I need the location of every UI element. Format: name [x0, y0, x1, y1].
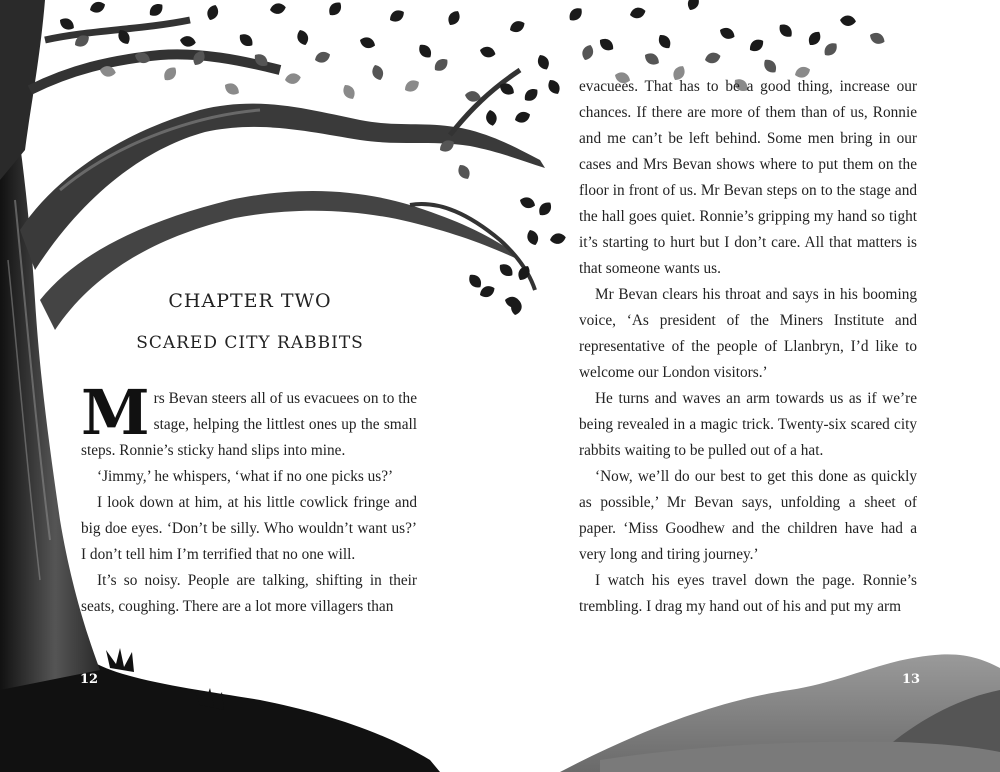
tree-branch-main [20, 104, 545, 270]
right-page-text [579, 74, 917, 620]
page-number-right: 13 [902, 672, 921, 687]
drop-cap: M [81, 376, 150, 449]
paragraph: ‘Jimmy,’ he whispers, ‘what if no one picks us?’ [97, 468, 394, 485]
paragraph: He turns and waves an arm towards us as if we’re being revealed in a magic trick. Twenty-six scared city rabbits waiting to be pulled out of a hat. [579, 390, 917, 459]
paragraph: Mr Bevan clears his throat and says in his booming voice, ‘As president of the Miners Institute and representative of the people of Llanbryn, I’d like to welcome our London visitors.’ [579, 286, 917, 381]
paragraph: It’s so noisy. People are talking, shifting in their seats, coughing. There are a lot more villagers than [81, 572, 417, 615]
page-number-left: 12 [80, 672, 99, 687]
paragraph: evacuees. That has to be a good thing, increase our chances. If there are more of them than of us, Ronnie and me can’t be left behind. Some men bring in our cases and Mrs Bevan shows where to put them on the floor in front of us. Mr Bevan steps on to the stage and the hall goes quiet. Ronnie’s gripping my hand so tight it’s starting to hurt but I don’t care. All that matters is that someone wants us. [579, 78, 917, 277]
chapter-number: CHAPTER TWO [168, 290, 332, 312]
paragraph: ‘Now, we’ll do our best to get this done as quickly as possible,’ Mr Bevan says, unfolding a sheet of paper. ‘Miss Goodhew and the children have had a very long and tiring journey.’ [579, 468, 917, 563]
left-page-text [81, 376, 417, 620]
paragraph: I watch his eyes travel down the page. Ronnie’s trembling. I drag my hand out of his and put my arm [579, 572, 917, 615]
paragraph: Mrs Bevan steers all of us evacuees on to the stage, helping the littlest ones up the small steps. Ronnie’s sticky hand slips into mine. [81, 376, 417, 459]
chapter-title: SCARED CITY RABBITS [136, 333, 364, 353]
paragraph: I look down at him, at his little cowlick fringe and big doe eyes. ‘Don’t be silly. Who wouldn’t want us?’ I don’t tell him I’m terrified that no one will. [81, 494, 417, 563]
